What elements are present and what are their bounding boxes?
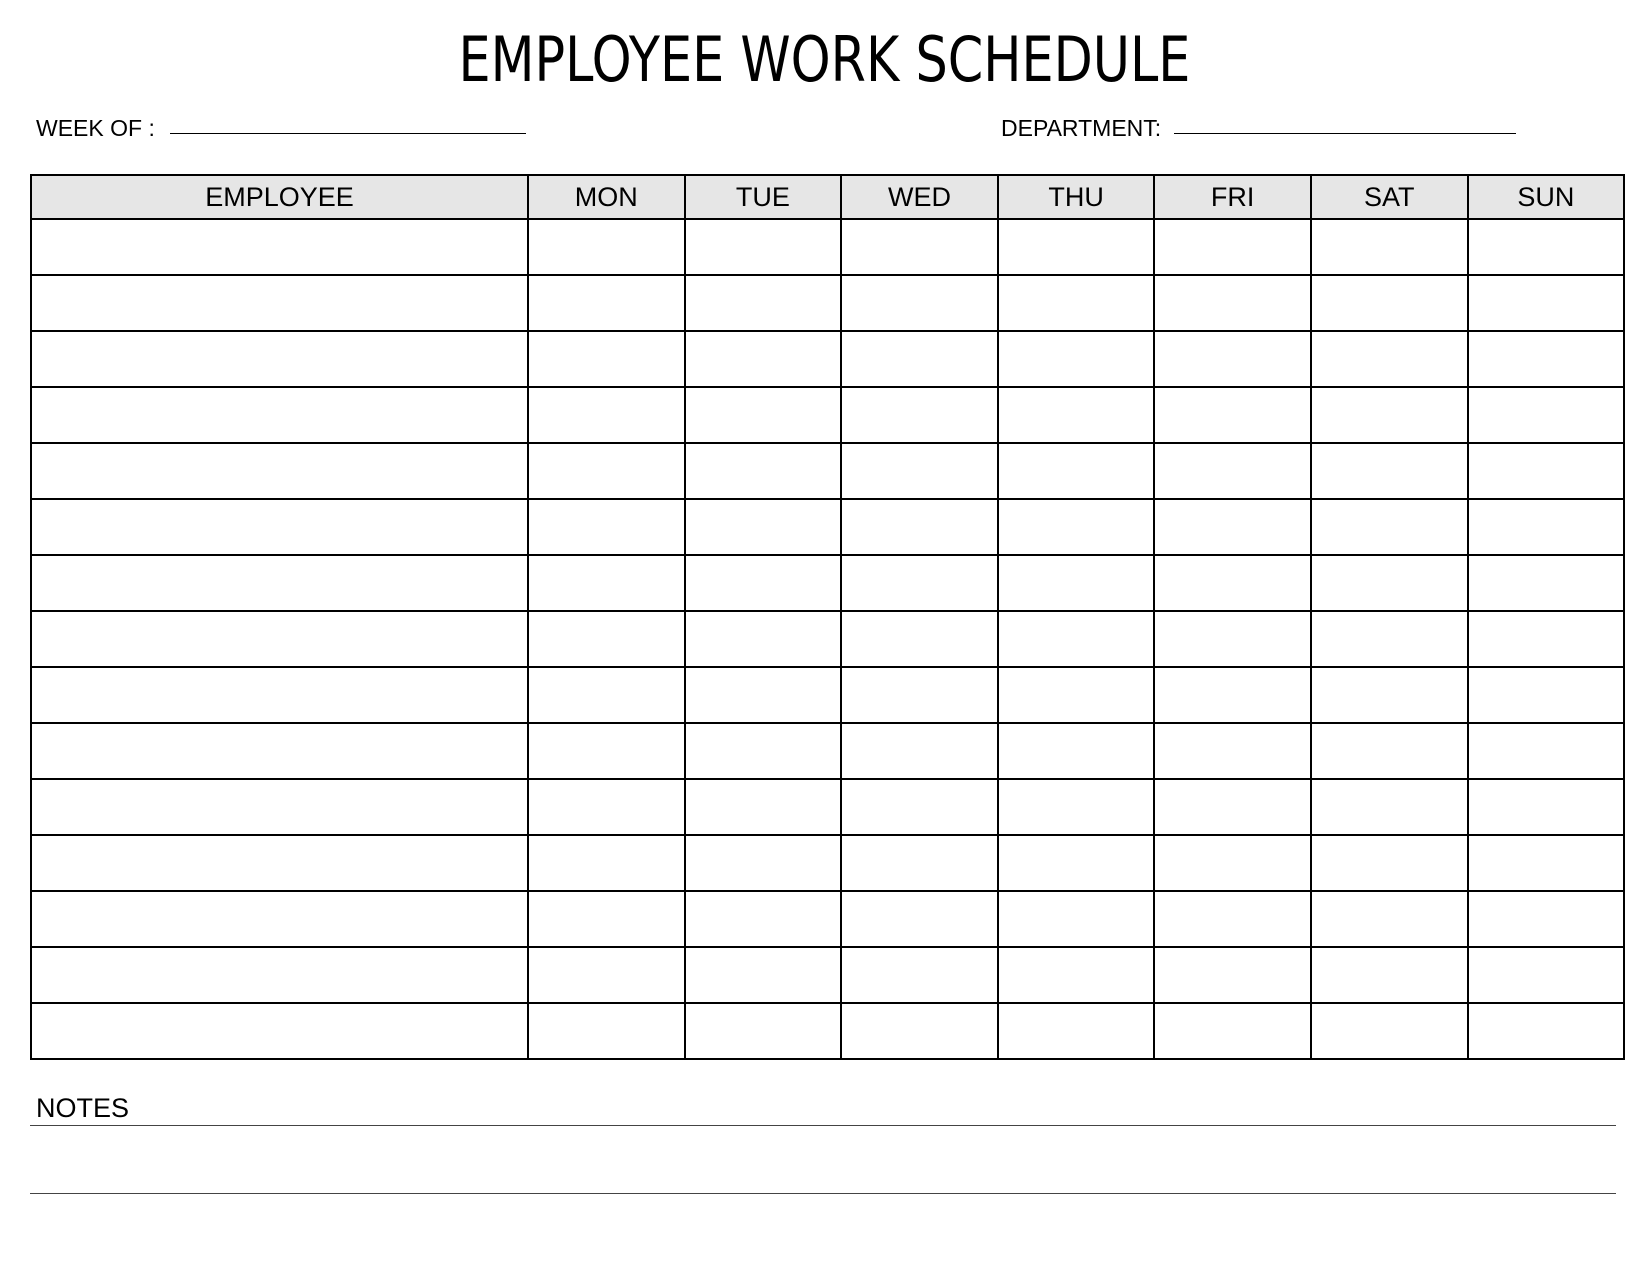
cell-thu[interactable] [998,835,1155,891]
cell-sun[interactable] [1468,779,1625,835]
cell-mon[interactable] [528,835,685,891]
cell-employee[interactable] [31,555,528,611]
cell-fri[interactable] [1154,891,1311,947]
cell-sat[interactable] [1311,723,1468,779]
cell-employee[interactable] [31,1003,528,1059]
cell-fri[interactable] [1154,555,1311,611]
cell-sun[interactable] [1468,275,1625,331]
table-row [31,723,1624,779]
cell-fri[interactable] [1154,275,1311,331]
cell-tue[interactable] [685,275,842,331]
cell-employee[interactable] [31,499,528,555]
cell-sun[interactable] [1468,1003,1625,1059]
cell-mon[interactable] [528,779,685,835]
cell-fri[interactable] [1154,219,1311,275]
cell-wed[interactable] [841,667,998,723]
cell-mon[interactable] [528,387,685,443]
cell-employee[interactable] [31,387,528,443]
header-wed: WED [841,175,998,219]
cell-fri[interactable] [1154,723,1311,779]
cell-employee[interactable] [31,723,528,779]
cell-tue[interactable] [685,443,842,499]
cell-thu[interactable] [998,947,1155,1003]
cell-mon[interactable] [528,891,685,947]
cell-thu[interactable] [998,443,1155,499]
cell-employee[interactable] [31,667,528,723]
cell-fri[interactable] [1154,443,1311,499]
table-row [31,275,1624,331]
cell-sat[interactable] [1311,667,1468,723]
cell-sat[interactable] [1311,891,1468,947]
table-row [31,947,1624,1003]
week-of-label: WEEK OF : [36,115,155,141]
cell-wed[interactable] [841,219,998,275]
cell-thu[interactable] [998,667,1155,723]
cell-employee[interactable] [31,779,528,835]
cell-fri[interactable] [1154,611,1311,667]
cell-sat[interactable] [1311,555,1468,611]
cell-wed[interactable] [841,443,998,499]
header-employee: EMPLOYEE [31,175,528,219]
cell-sat[interactable] [1311,1003,1468,1059]
schedule-table [30,174,1625,1060]
cell-mon[interactable] [528,667,685,723]
notes-line[interactable] [30,1125,1616,1126]
cell-employee[interactable] [31,275,528,331]
notes-line[interactable] [30,1193,1616,1194]
cell-wed[interactable] [841,1003,998,1059]
cell-thu[interactable] [998,275,1155,331]
cell-wed[interactable] [841,835,998,891]
cell-employee[interactable] [31,443,528,499]
cell-mon[interactable] [528,723,685,779]
cell-employee[interactable] [31,835,528,891]
cell-fri[interactable] [1154,667,1311,723]
table-row [31,611,1624,667]
cell-mon[interactable] [528,443,685,499]
cell-sun[interactable] [1468,611,1625,667]
cell-wed[interactable] [841,779,998,835]
cell-employee[interactable] [31,331,528,387]
cell-tue[interactable] [685,891,842,947]
cell-mon[interactable] [528,1003,685,1059]
cell-sat[interactable] [1311,835,1468,891]
department-field[interactable] [1174,133,1516,134]
table-row [31,667,1624,723]
cell-fri[interactable] [1154,499,1311,555]
cell-wed[interactable] [841,611,998,667]
cell-thu[interactable] [998,891,1155,947]
table-row [31,891,1624,947]
department-label: DEPARTMENT: [1001,115,1162,141]
cell-sat[interactable] [1311,611,1468,667]
cell-employee[interactable] [31,611,528,667]
header-mon: MON [528,175,685,219]
cell-sat[interactable] [1311,331,1468,387]
header-thu: THU [998,175,1155,219]
cell-fri[interactable] [1154,387,1311,443]
table-row [31,779,1624,835]
cell-wed[interactable] [841,947,998,1003]
table-row [31,1003,1624,1059]
page-title: EMPLOYEE WORK SCHEDULE [458,23,1191,96]
cell-wed[interactable] [841,723,998,779]
cell-mon[interactable] [528,219,685,275]
cell-sun[interactable] [1468,555,1625,611]
header-sat: SAT [1311,175,1468,219]
cell-tue[interactable] [685,835,842,891]
cell-sat[interactable] [1311,387,1468,443]
cell-wed[interactable] [841,331,998,387]
cell-tue[interactable] [685,387,842,443]
cell-sat[interactable] [1311,443,1468,499]
cell-sun[interactable] [1468,443,1625,499]
cell-wed[interactable] [841,499,998,555]
cell-sun[interactable] [1468,835,1625,891]
cell-thu[interactable] [998,723,1155,779]
table-row [31,555,1624,611]
cell-mon[interactable] [528,947,685,1003]
cell-thu[interactable] [998,499,1155,555]
cell-sun[interactable] [1468,219,1625,275]
cell-thu[interactable] [998,219,1155,275]
cell-sat[interactable] [1311,219,1468,275]
cell-tue[interactable] [685,667,842,723]
cell-sat[interactable] [1311,275,1468,331]
cell-tue[interactable] [685,611,842,667]
schedule-body [31,219,1624,1059]
cell-thu[interactable] [998,1003,1155,1059]
cell-sun[interactable] [1468,723,1625,779]
cell-wed[interactable] [841,275,998,331]
cell-tue[interactable] [685,723,842,779]
header-fri: FRI [1154,175,1311,219]
cell-tue[interactable] [685,219,842,275]
cell-tue[interactable] [685,779,842,835]
cell-tue[interactable] [685,1003,842,1059]
table-row [31,499,1624,555]
cell-sun[interactable] [1468,499,1625,555]
cell-fri[interactable] [1154,835,1311,891]
cell-sun[interactable] [1468,947,1625,1003]
cell-thu[interactable] [998,779,1155,835]
table-row [31,443,1624,499]
cell-sat[interactable] [1311,947,1468,1003]
cell-employee[interactable] [31,891,528,947]
table-row [31,387,1624,443]
header-sun: SUN [1468,175,1625,219]
cell-employee[interactable] [31,947,528,1003]
cell-tue[interactable] [685,555,842,611]
cell-thu[interactable] [998,387,1155,443]
cell-mon[interactable] [528,499,685,555]
cell-employee[interactable] [31,219,528,275]
cell-fri[interactable] [1154,779,1311,835]
cell-sun[interactable] [1468,331,1625,387]
cell-mon[interactable] [528,275,685,331]
cell-sun[interactable] [1468,387,1625,443]
table-row [31,219,1624,275]
cell-sun[interactable] [1468,891,1625,947]
cell-thu[interactable] [998,331,1155,387]
cell-mon[interactable] [528,611,685,667]
cell-fri[interactable] [1154,331,1311,387]
cell-mon[interactable] [528,555,685,611]
cell-sat[interactable] [1311,499,1468,555]
cell-thu[interactable] [998,555,1155,611]
header-tue: TUE [685,175,842,219]
cell-mon[interactable] [528,331,685,387]
cell-fri[interactable] [1154,1003,1311,1059]
cell-thu[interactable] [998,611,1155,667]
header-row [31,175,1624,219]
cell-tue[interactable] [685,331,842,387]
cell-sun[interactable] [1468,667,1625,723]
table-row [31,835,1624,891]
cell-wed[interactable] [841,555,998,611]
notes-label: NOTES [36,1093,130,1123]
cell-tue[interactable] [685,947,842,1003]
cell-fri[interactable] [1154,947,1311,1003]
cell-wed[interactable] [841,891,998,947]
cell-wed[interactable] [841,387,998,443]
cell-sat[interactable] [1311,779,1468,835]
week-of-field[interactable] [170,133,526,134]
cell-tue[interactable] [685,499,842,555]
table-row [31,331,1624,387]
